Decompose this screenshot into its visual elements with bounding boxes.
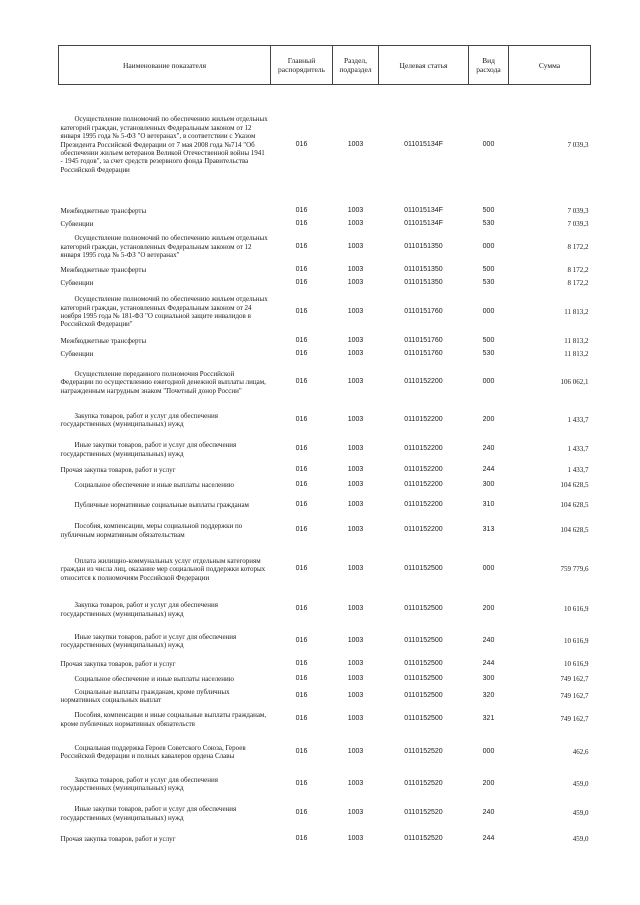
row-chief-manager: 016 [295, 481, 308, 489]
row-name: Оплата жилищно-коммунальных услуг отдельным категориям граждан из числа лиц, оказание мер социальной поддержки которых относится к полномочиям Российской Федерации [60, 556, 266, 582]
row-section: 1003 [347, 219, 364, 227]
row-name: Субвенции [60, 219, 94, 228]
row-section: 1003 [347, 659, 364, 667]
row-name: Прочая закупка товаров, работ и услуг [60, 835, 176, 844]
row-section: 1003 [347, 674, 364, 682]
row-sum: 8 172,2 [567, 265, 589, 274]
row-sum: 104 628,5 [560, 526, 589, 535]
table-body [59, 85, 591, 851]
table-row [59, 735, 591, 770]
row-expense-type: 530 [482, 278, 495, 286]
row-expense-type: 000 [482, 307, 495, 315]
row-expense-type: 500 [482, 265, 495, 273]
header-expense-type: Вид расхода [469, 46, 509, 85]
row-target-article: 0110152500 [404, 636, 443, 644]
table-row [59, 335, 591, 348]
row-expense-type: 000 [482, 747, 495, 755]
row-expense-type: 500 [482, 206, 495, 214]
row-sum: 749 162,7 [560, 715, 589, 724]
row-chief-manager: 016 [295, 636, 308, 644]
row-name: Социальные выплаты гражданам, кроме публичных нормативных социальных выплат [60, 687, 230, 704]
row-sum: 11 813,2 [564, 307, 589, 316]
row-chief-manager: 016 [295, 715, 308, 723]
row-sum: 1 433,7 [567, 445, 589, 454]
row-chief-manager: 016 [295, 242, 308, 250]
table-row [59, 348, 591, 361]
row-name: Закупка товаров, работ и услуг для обеспечения государственных (муниципальных) нужд [60, 775, 218, 792]
table-row [59, 705, 591, 735]
table-row [59, 436, 591, 464]
row-expense-type: 310 [482, 500, 495, 508]
row-sum: 1 433,7 [567, 466, 589, 475]
row-target-article: 0110151350 [404, 265, 443, 273]
row-section: 1003 [347, 526, 364, 534]
header-sum: Сумма [509, 46, 591, 85]
table-row [59, 361, 591, 405]
table-row [59, 545, 591, 595]
row-section: 1003 [347, 415, 364, 423]
row-sum: 8 172,2 [567, 278, 589, 287]
table-row [59, 85, 591, 205]
row-section: 1003 [347, 242, 364, 250]
row-chief-manager: 016 [295, 565, 308, 573]
row-expense-type: 240 [482, 445, 495, 453]
row-target-article: 011015134F [404, 206, 443, 214]
table-row [59, 494, 591, 517]
row-sum: 7 039,3 [567, 140, 589, 149]
row-expense-type: 200 [482, 779, 495, 787]
table-row [59, 671, 591, 688]
row-expense-type: 200 [482, 605, 495, 613]
row-expense-type: 300 [482, 674, 495, 682]
row-sum: 11 813,2 [564, 349, 589, 358]
budget-table [58, 45, 591, 851]
row-target-article: 0110152500 [404, 674, 443, 682]
row-section: 1003 [347, 307, 364, 315]
row-sum: 459,0 [572, 835, 589, 844]
row-section: 1003 [347, 378, 364, 386]
row-expense-type: 200 [482, 415, 495, 423]
row-expense-type: 240 [482, 636, 495, 644]
row-sum: 759 779,6 [560, 565, 589, 574]
table-row [59, 205, 591, 218]
row-expense-type: 000 [482, 378, 495, 386]
row-target-article: 0110152200 [404, 378, 443, 386]
row-name: Осуществление полномочий по обеспечению жильем отдельных категорий граждан, установленных Федеральным законом от 24 ноября 1995 года № 181-ФЗ "О социальной защите инвалидов в Российской Федерации" [60, 295, 268, 329]
row-name: Публичные нормативные социальные выплаты гражданам [74, 500, 249, 509]
row-expense-type: 320 [482, 691, 495, 699]
row-name: Межбюджетные трансферты [60, 265, 147, 274]
table-row [59, 231, 591, 264]
row-section: 1003 [347, 747, 364, 755]
row-sum: 7 039,3 [567, 206, 589, 215]
row-section: 1003 [347, 691, 364, 699]
row-chief-manager: 016 [295, 336, 308, 344]
header-name: Наименование показателя [59, 46, 271, 85]
row-name: Осуществление переданного полномочия Российской Федерации по осуществлению ежегодной денежной выплаты лицам, награжденным нагрудным знаком "Почетный донор России" [60, 369, 266, 395]
row-expense-type: 244 [482, 835, 495, 843]
row-section: 1003 [347, 779, 364, 787]
row-chief-manager: 016 [295, 140, 308, 148]
row-chief-manager: 016 [295, 747, 308, 755]
table-row [59, 799, 591, 829]
row-chief-manager: 016 [295, 605, 308, 613]
row-section: 1003 [347, 466, 364, 474]
row-target-article: 0110152200 [404, 481, 443, 489]
row-name: Осуществление полномочий по обеспечению жильем отдельных категорий граждан, установленных Федеральным законом от 12 января 1995 года № 5-ФЗ "О ветеранах" [60, 234, 268, 260]
row-section: 1003 [347, 500, 364, 508]
row-chief-manager: 016 [295, 674, 308, 682]
row-chief-manager: 016 [295, 691, 308, 699]
row-expense-type: 244 [482, 659, 495, 667]
row-expense-type: 321 [482, 715, 495, 723]
row-name: Пособия, компенсации, меры социальной поддержки по публичным нормативным обязательствам [60, 522, 243, 539]
row-target-article: 0110152200 [404, 466, 443, 474]
row-target-article: 0110152500 [404, 715, 443, 723]
table-row [59, 595, 591, 625]
row-chief-manager: 016 [295, 526, 308, 534]
row-sum: 749 162,7 [560, 674, 589, 683]
row-target-article: 0110152500 [404, 565, 443, 573]
row-target-article: 0110152520 [404, 835, 443, 843]
row-name: Прочая закупка товаров, работ и услуг [60, 466, 176, 475]
row-chief-manager: 016 [295, 415, 308, 423]
row-name: Социальная поддержка Героев Советского Союза, Героев Российской Федерации и полных кавалеров ордена Славы [60, 743, 246, 760]
row-name: Закупка товаров, работ и услуг для обеспечения государственных (муниципальных) нужд [60, 411, 218, 428]
row-expense-type: 530 [482, 219, 495, 227]
row-sum: 10 616,9 [564, 605, 589, 614]
row-expense-type: 000 [482, 242, 495, 250]
row-section: 1003 [347, 140, 364, 148]
table-header [59, 46, 591, 85]
table-row [59, 264, 591, 277]
table-row [59, 688, 591, 705]
row-chief-manager: 016 [295, 809, 308, 817]
row-expense-type: 244 [482, 466, 495, 474]
row-section: 1003 [347, 481, 364, 489]
row-sum: 106 062,1 [560, 378, 589, 387]
row-sum: 749 162,7 [560, 691, 589, 700]
row-section: 1003 [347, 835, 364, 843]
row-sum: 104 628,5 [560, 500, 589, 509]
row-name: Иные закупки товаров, работ и услуг для обеспечения государственных (муниципальных) нужд [60, 441, 237, 458]
row-section: 1003 [347, 715, 364, 723]
table-row [59, 277, 591, 290]
row-section: 1003 [347, 565, 364, 573]
row-name: Прочая закупка товаров, работ и услуг [60, 659, 176, 668]
row-sum: 11 813,2 [564, 336, 589, 345]
row-expense-type: 500 [482, 336, 495, 344]
row-chief-manager: 016 [295, 278, 308, 286]
row-section: 1003 [347, 278, 364, 286]
row-chief-manager: 016 [295, 349, 308, 357]
row-sum: 8 172,2 [567, 242, 589, 251]
row-name: Субвенции [60, 278, 94, 287]
row-name: Осуществление полномочий по обеспечению жильем отдельных категорий граждан, установленных Федеральным законом от 12 января 1995 года № 5-ФЗ "О ветеранах", в соответствии с Указом Президента Российской Федерации от 7 мая 2008 года №714 "Об обеспечении жильем ветеранов Великой Отечественной войны 1941 - 1945 годов", за счет средств резервного фонда Правительства Российской Федерации [60, 115, 268, 174]
row-name: Межбюджетные трансферты [60, 336, 147, 345]
row-chief-manager: 016 [295, 500, 308, 508]
row-target-article: 0110152500 [404, 691, 443, 699]
row-chief-manager: 016 [295, 835, 308, 843]
row-section: 1003 [347, 445, 364, 453]
row-chief-manager: 016 [295, 466, 308, 474]
row-sum: 462,6 [572, 747, 589, 756]
row-sum: 104 628,5 [560, 481, 589, 490]
row-name: Закупка товаров, работ и услуг для обеспечения государственных (муниципальных) нужд [60, 601, 218, 618]
row-expense-type: 300 [482, 481, 495, 489]
row-chief-manager: 016 [295, 265, 308, 273]
row-expense-type: 000 [482, 140, 495, 148]
table-row [59, 517, 591, 545]
row-section: 1003 [347, 636, 364, 644]
row-target-article: 0110151760 [404, 307, 443, 315]
row-chief-manager: 016 [295, 779, 308, 787]
row-section: 1003 [347, 809, 364, 817]
row-name: Субвенции [60, 349, 94, 358]
row-target-article: 0110151760 [404, 336, 443, 344]
row-target-article: 0110151350 [404, 242, 443, 250]
row-sum: 1 433,7 [567, 415, 589, 424]
row-target-article: 0110151350 [404, 278, 443, 286]
row-section: 1003 [347, 605, 364, 613]
row-name: Межбюджетные трансферты [60, 206, 147, 215]
row-name: Пособия, компенсации и иные социальные выплаты гражданам, кроме публичных нормативных обязательств [60, 711, 267, 728]
row-target-article: 0110152520 [404, 809, 443, 817]
row-chief-manager: 016 [295, 445, 308, 453]
row-target-article: 0110152200 [404, 445, 443, 453]
row-expense-type: 530 [482, 349, 495, 357]
row-sum: 459,0 [572, 779, 589, 788]
table-row [59, 478, 591, 494]
row-name: Социальное обеспечение и иные выплаты населению [74, 674, 234, 683]
table-row [59, 290, 591, 335]
row-target-article: 011015134F [404, 219, 443, 227]
row-target-article: 0110152520 [404, 747, 443, 755]
row-chief-manager: 016 [295, 378, 308, 386]
row-section: 1003 [347, 336, 364, 344]
row-target-article: 0110152200 [404, 526, 443, 534]
row-chief-manager: 016 [295, 659, 308, 667]
row-target-article: 0110151760 [404, 349, 443, 357]
table-row [59, 405, 591, 436]
table-row [59, 829, 591, 851]
row-sum: 7 039,3 [567, 219, 589, 228]
row-chief-manager: 016 [295, 219, 308, 227]
row-chief-manager: 016 [295, 206, 308, 214]
row-target-article: 0110152200 [404, 500, 443, 508]
row-section: 1003 [347, 265, 364, 273]
row-target-article: 0110152500 [404, 659, 443, 667]
row-expense-type: 313 [482, 526, 495, 534]
row-sum: 10 616,9 [564, 659, 589, 668]
table-row [59, 658, 591, 671]
row-section: 1003 [347, 349, 364, 357]
row-target-article: 0110152520 [404, 779, 443, 787]
header-section: Раздел, подраздел [333, 46, 379, 85]
row-name: Иные закупки товаров, работ и услуг для обеспечения государственных (муниципальных) нужд [60, 632, 237, 649]
header-target-article: Целевая статья [379, 46, 469, 85]
row-target-article: 0110152200 [404, 415, 443, 423]
row-sum: 10 616,9 [564, 636, 589, 645]
row-sum: 459,0 [572, 809, 589, 818]
row-expense-type: 240 [482, 809, 495, 817]
row-name: Иные закупки товаров, работ и услуг для обеспечения государственных (муниципальных) нужд [60, 805, 237, 822]
table-row [59, 218, 591, 231]
row-target-article: 0110152500 [404, 605, 443, 613]
row-target-article: 011015134F [404, 140, 443, 148]
table-row [59, 625, 591, 658]
row-expense-type: 000 [482, 565, 495, 573]
table-row [59, 464, 591, 478]
row-chief-manager: 016 [295, 307, 308, 315]
header-chief-manager: Главный распорядитель [271, 46, 333, 85]
row-name: Социальное обеспечение и иные выплаты населению [74, 481, 234, 490]
row-section: 1003 [347, 206, 364, 214]
table-row [59, 770, 591, 799]
